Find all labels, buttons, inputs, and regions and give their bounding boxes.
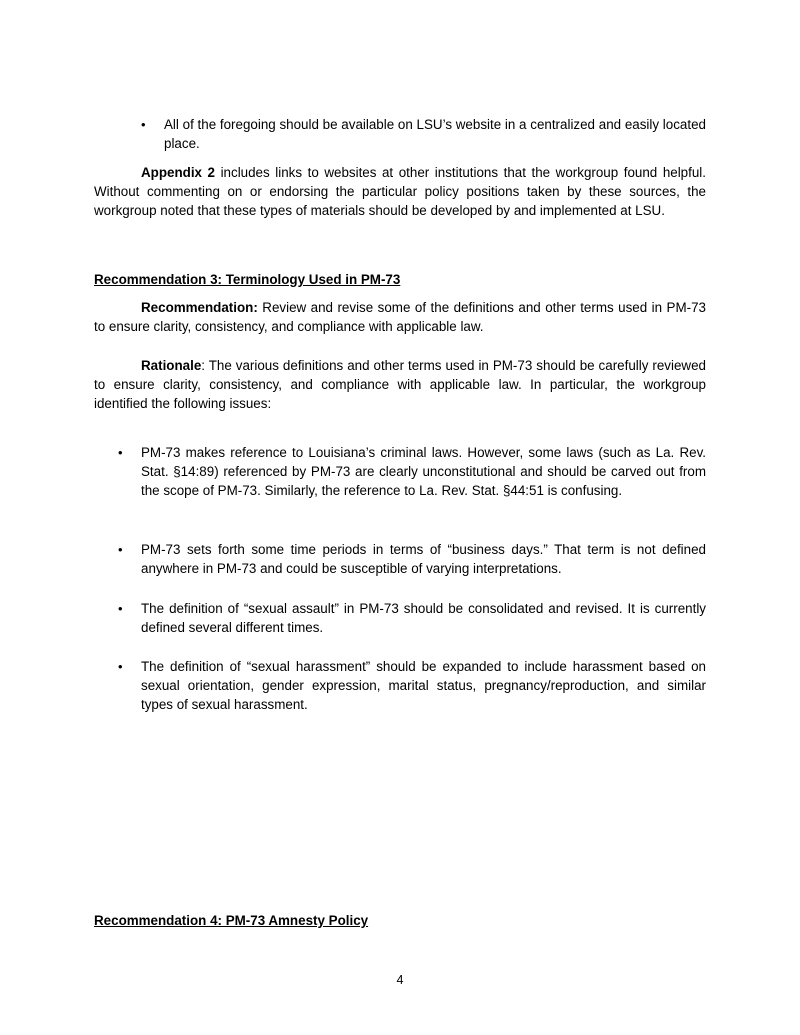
bullet-dot-icon: • xyxy=(118,542,123,557)
rationale-text: : The various definitions and other terms used in PM-73 should be carefully reviewed to ensure clarity, consistency, and compliance with applicable law. In particular, the workgroup identified the following issues: xyxy=(94,358,706,411)
appendix-text: includes links to websites at other institutions that the workgroup found helpful. Without commenting on or endorsing the particular policy positions taken by these sources, the workgroup noted that these types of materials should be developed by and implemented at LSU. xyxy=(94,165,706,218)
rec3-recommendation-paragraph xyxy=(94,298,706,336)
bullet-text: All of the foregoing should be available on LSU’s website in a centralized and easily located place. xyxy=(164,117,706,151)
appendix-lead: Appendix 2 xyxy=(141,165,216,180)
issue-item xyxy=(118,599,706,637)
bullet-dot-icon: • xyxy=(141,117,146,132)
issue-text: PM-73 sets forth some time periods in terms of “business days.” That term is not defined anywhere in PM-73 and could be susceptible of varying interpretations. xyxy=(141,542,706,576)
issue-text: The definition of “sexual assault” in PM-73 should be consolidated and revised. It is currently defined several different times. xyxy=(141,601,706,635)
bullet-item xyxy=(141,115,706,153)
issue-item xyxy=(118,540,706,578)
section-heading-rec4 xyxy=(94,911,706,930)
issue-item xyxy=(118,657,706,714)
bullet-dot-icon: • xyxy=(118,659,123,674)
rec3-heading: Recommendation 3: Terminology Used in PM-73 xyxy=(94,272,401,287)
issue-text: The definition of “sexual harassment” should be expanded to include harassment based on sexual orientation, gender expression, marital status, pregnancy/reproduction, and similar types of sexual harassment. xyxy=(141,659,706,712)
rec3-rationale-paragraph xyxy=(94,356,706,413)
recommendation-text: Review and revise some of the definitions and other terms used in PM-73 to ensure clarity, consistency, and compliance with applicable law. xyxy=(94,300,706,334)
section-heading-rec3 xyxy=(94,270,706,289)
rationale-lead: Rationale xyxy=(141,358,202,373)
issue-text: PM-73 makes reference to Louisiana’s criminal laws. However, some laws (such as La. Rev. Stat. §14:89) referenced by PM-73 are clearly unconstitutional and should be carved out from the scope of PM-73. Similarly, the reference to La. Rev. Stat. §44:51 is confusing. xyxy=(141,445,706,498)
page-number: 4 xyxy=(396,973,404,987)
appendix-paragraph xyxy=(94,163,706,220)
bullet-dot-icon: • xyxy=(118,601,123,616)
rec4-heading: Recommendation 4: PM-73 Amnesty Policy xyxy=(94,913,369,928)
issue-item xyxy=(118,443,706,500)
bullet-dot-icon: • xyxy=(118,445,123,460)
recommendation-lead: Recommendation: xyxy=(141,300,258,315)
